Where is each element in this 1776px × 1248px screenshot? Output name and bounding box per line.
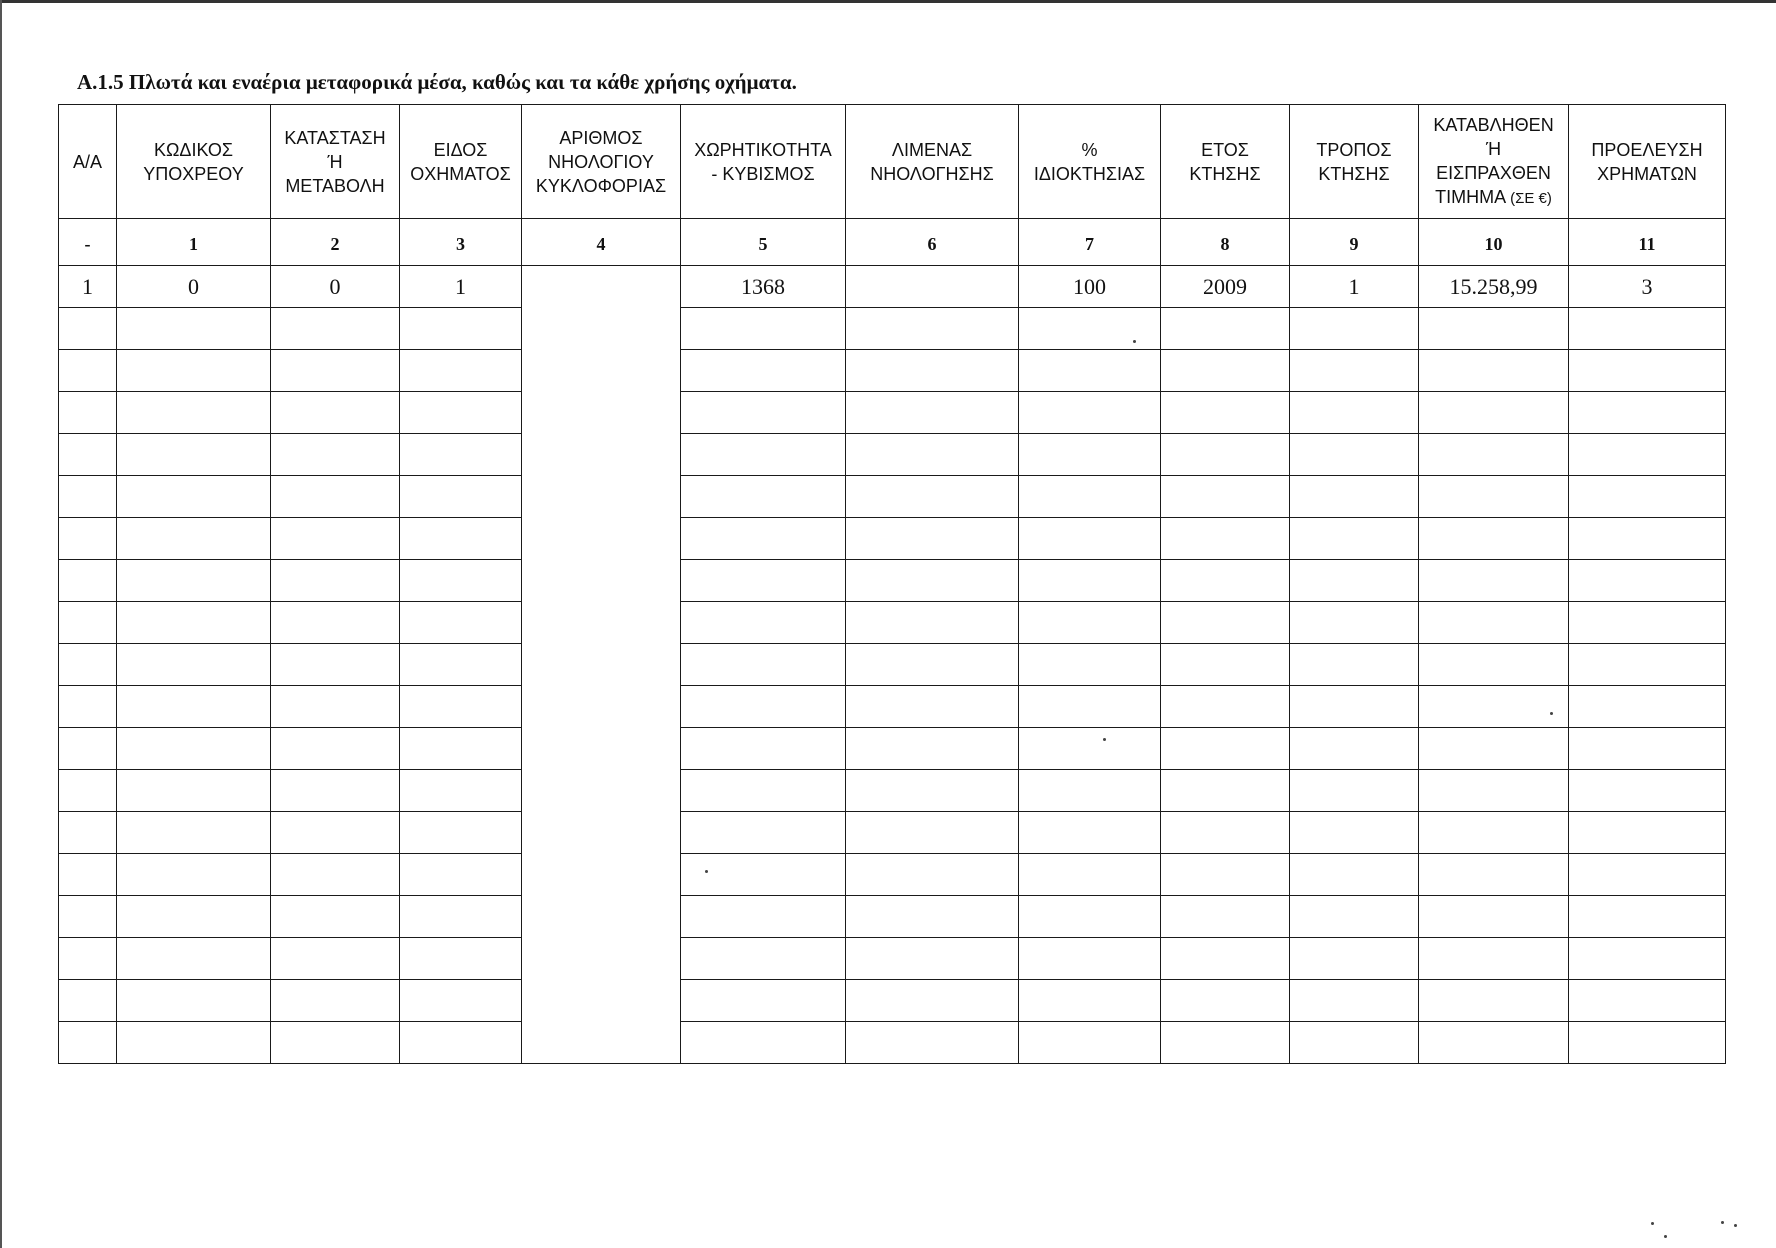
empty-cell — [400, 812, 522, 854]
empty-cell — [681, 308, 846, 350]
empty-cell — [117, 560, 271, 602]
page-title: Α.1.5 Πλωτά και εναέρια μεταφορικά μέσα, καθώς και τα κάθε χρήσης οχήματα. — [77, 70, 797, 94]
empty-row — [59, 938, 1726, 980]
empty-cell — [522, 644, 681, 686]
empty-cell — [1161, 728, 1290, 770]
empty-cell — [1419, 686, 1569, 728]
empty-cell — [400, 434, 522, 476]
empty-cell — [117, 854, 271, 896]
empty-cell — [1019, 896, 1161, 938]
empty-cell — [400, 350, 522, 392]
empty-cell — [1161, 518, 1290, 560]
empty-cell — [59, 728, 117, 770]
empty-cell — [1419, 896, 1569, 938]
empty-row — [59, 728, 1726, 770]
empty-cell — [1019, 518, 1161, 560]
empty-cell — [522, 980, 681, 1022]
header-registration-number: ΑΡΙΘΜΟΣ ΝΗΟΛΟΓΙΟΥ ΚΥΚΛΟΦΟΡΙΑΣ — [522, 105, 681, 219]
empty-row — [59, 770, 1726, 812]
empty-cell — [1161, 812, 1290, 854]
empty-cell — [681, 392, 846, 434]
empty-cell — [1161, 854, 1290, 896]
empty-cell — [400, 602, 522, 644]
empty-cell — [1161, 938, 1290, 980]
empty-cell — [1019, 476, 1161, 518]
column-number: 4 — [522, 219, 681, 266]
empty-row — [59, 644, 1726, 686]
empty-cell — [1419, 770, 1569, 812]
empty-cell — [1019, 434, 1161, 476]
empty-cell — [59, 686, 117, 728]
empty-cell — [522, 812, 681, 854]
empty-cell — [846, 518, 1019, 560]
header-aa: Α/Α — [59, 105, 117, 219]
empty-cell — [117, 476, 271, 518]
empty-cell — [1419, 350, 1569, 392]
empty-cell — [117, 434, 271, 476]
empty-cell — [1290, 350, 1419, 392]
empty-cell — [846, 854, 1019, 896]
header-acquisition-year: ΕΤΟΣ ΚΤΗΣΗΣ — [1161, 105, 1290, 219]
column-number: 9 — [1290, 219, 1419, 266]
empty-cell — [681, 812, 846, 854]
empty-cell — [681, 938, 846, 980]
empty-cell — [1161, 602, 1290, 644]
empty-cell — [846, 476, 1019, 518]
empty-cell — [59, 812, 117, 854]
scan-speck — [1651, 1222, 1654, 1225]
empty-cell — [1161, 350, 1290, 392]
empty-cell — [117, 770, 271, 812]
empty-cell — [1569, 644, 1726, 686]
empty-cell — [681, 770, 846, 812]
empty-cell — [1419, 812, 1569, 854]
header-capacity: ΧΩΡΗΤΙΚΟΤΗΤΑ - ΚΥΒΙΣΜΟΣ — [681, 105, 846, 219]
empty-cell — [1019, 392, 1161, 434]
header-port-of-registry: ΛΙΜΕΝΑΣ ΝΗΟΛΟΓΗΣΗΣ — [846, 105, 1019, 219]
empty-cell — [1569, 602, 1726, 644]
empty-cell — [400, 728, 522, 770]
header-price: ΚΑΤΑΒΛΗΘΕΝ Ή ΕΙΣΠΡΑΧΘΕΝ ΤΙΜΗΜΑ (ΣΕ €) — [1419, 105, 1569, 219]
empty-cell — [681, 1022, 846, 1064]
empty-cell — [59, 518, 117, 560]
empty-cell — [522, 476, 681, 518]
empty-cell — [400, 308, 522, 350]
empty-cell — [271, 308, 400, 350]
empty-cell — [400, 1022, 522, 1064]
empty-cell — [1290, 476, 1419, 518]
empty-cell — [846, 308, 1019, 350]
empty-cell — [400, 770, 522, 812]
empty-cell — [1419, 560, 1569, 602]
empty-cell — [1019, 602, 1161, 644]
empty-cell — [1019, 644, 1161, 686]
empty-cell — [1161, 1022, 1290, 1064]
empty-row — [59, 392, 1726, 434]
empty-cell — [59, 980, 117, 1022]
empty-cell — [1019, 350, 1161, 392]
empty-cell — [522, 434, 681, 476]
cell-vehicle-type: 1 — [400, 266, 522, 308]
empty-cell — [271, 434, 400, 476]
empty-cell — [271, 812, 400, 854]
column-number: 11 — [1569, 219, 1726, 266]
empty-cell — [846, 938, 1019, 980]
cell-obligor-code: 0 — [117, 266, 271, 308]
column-number: 5 — [681, 219, 846, 266]
vehicles-table — [58, 104, 1726, 1064]
empty-cell — [681, 350, 846, 392]
empty-cell — [522, 938, 681, 980]
cell-source-of-funds: 3 — [1569, 266, 1726, 308]
empty-cell — [271, 560, 400, 602]
empty-cell — [681, 602, 846, 644]
empty-cell — [59, 938, 117, 980]
scan-speck — [1103, 738, 1106, 741]
empty-cell — [271, 896, 400, 938]
empty-cell — [1290, 434, 1419, 476]
empty-cell — [1019, 938, 1161, 980]
empty-cell — [1419, 644, 1569, 686]
empty-cell — [59, 854, 117, 896]
empty-cell — [1161, 434, 1290, 476]
empty-cell — [1569, 350, 1726, 392]
empty-cell — [400, 518, 522, 560]
empty-cell — [59, 644, 117, 686]
empty-cell — [117, 980, 271, 1022]
empty-cell — [1161, 560, 1290, 602]
empty-cell — [59, 476, 117, 518]
empty-cell — [522, 350, 681, 392]
empty-cell — [117, 896, 271, 938]
empty-cell — [400, 938, 522, 980]
empty-cell — [1419, 308, 1569, 350]
empty-row — [59, 980, 1726, 1022]
empty-cell — [1019, 812, 1161, 854]
empty-row — [59, 854, 1726, 896]
empty-cell — [1569, 812, 1726, 854]
empty-cell — [117, 602, 271, 644]
empty-cell — [271, 392, 400, 434]
empty-cell — [1419, 392, 1569, 434]
empty-cell — [1419, 602, 1569, 644]
empty-cell — [1569, 728, 1726, 770]
column-number: 2 — [271, 219, 400, 266]
empty-cell — [1290, 770, 1419, 812]
empty-cell — [1019, 686, 1161, 728]
empty-cell — [1419, 854, 1569, 896]
column-number: 1 — [117, 219, 271, 266]
empty-cell — [1290, 980, 1419, 1022]
empty-cell — [522, 686, 681, 728]
empty-cell — [117, 938, 271, 980]
header-status-change: ΚΑΤΑΣΤΑΣΗ Ή ΜΕΤΑΒΟΛΗ — [271, 105, 400, 219]
empty-cell — [1419, 434, 1569, 476]
table-row — [59, 266, 1726, 308]
header-row — [59, 105, 1726, 219]
empty-cell — [681, 518, 846, 560]
empty-cell — [1290, 602, 1419, 644]
empty-row — [59, 518, 1726, 560]
scan-speck — [1550, 712, 1553, 715]
header-ownership-percent: % ΙΔΙΟΚΤΗΣΙΑΣ — [1019, 105, 1161, 219]
column-number: 7 — [1019, 219, 1161, 266]
empty-cell — [1419, 476, 1569, 518]
empty-cell — [1419, 980, 1569, 1022]
empty-cell — [1569, 308, 1726, 350]
empty-cell — [59, 350, 117, 392]
empty-cell — [117, 392, 271, 434]
empty-cell — [846, 686, 1019, 728]
empty-cell — [271, 518, 400, 560]
empty-cell — [1290, 686, 1419, 728]
cell-aa: 1 — [59, 266, 117, 308]
page-top-edge — [0, 0, 1776, 3]
column-number: 8 — [1161, 219, 1290, 266]
empty-cell — [1569, 560, 1726, 602]
empty-cell — [846, 350, 1019, 392]
empty-cell — [117, 644, 271, 686]
empty-row — [59, 560, 1726, 602]
empty-cell — [1290, 896, 1419, 938]
empty-cell — [681, 980, 846, 1022]
empty-cell — [1019, 980, 1161, 1022]
empty-cell — [59, 560, 117, 602]
empty-cell — [522, 518, 681, 560]
empty-cell — [271, 602, 400, 644]
scan-speck — [1133, 340, 1136, 343]
empty-cell — [1569, 686, 1726, 728]
empty-cell — [1569, 1022, 1726, 1064]
empty-cell — [271, 350, 400, 392]
empty-cell — [1290, 392, 1419, 434]
empty-cell — [400, 896, 522, 938]
empty-cell — [59, 392, 117, 434]
empty-cell — [846, 560, 1019, 602]
empty-cell — [1419, 518, 1569, 560]
scan-speck — [705, 870, 708, 873]
empty-cell — [117, 686, 271, 728]
empty-cell — [1290, 308, 1419, 350]
column-number: 3 — [400, 219, 522, 266]
empty-cell — [846, 1022, 1019, 1064]
empty-cell — [1419, 938, 1569, 980]
column-number-row — [59, 219, 1726, 266]
scan-speck — [1734, 1224, 1737, 1227]
empty-cell — [400, 392, 522, 434]
empty-cell — [1161, 686, 1290, 728]
empty-row — [59, 602, 1726, 644]
empty-cell — [59, 602, 117, 644]
empty-row — [59, 1022, 1726, 1064]
empty-cell — [1290, 560, 1419, 602]
empty-cell — [1419, 728, 1569, 770]
empty-row — [59, 434, 1726, 476]
empty-cell — [681, 896, 846, 938]
cell-registration-number — [522, 266, 681, 308]
empty-cell — [1569, 854, 1726, 896]
empty-cell — [400, 560, 522, 602]
empty-row — [59, 896, 1726, 938]
empty-cell — [1161, 476, 1290, 518]
empty-cell — [522, 560, 681, 602]
empty-cell — [117, 308, 271, 350]
empty-cell — [681, 686, 846, 728]
empty-cell — [681, 560, 846, 602]
empty-cell — [59, 434, 117, 476]
empty-cell — [1019, 770, 1161, 812]
empty-cell — [846, 602, 1019, 644]
empty-cell — [1161, 770, 1290, 812]
empty-cell — [846, 728, 1019, 770]
cell-price: 15.258,99 — [1419, 266, 1569, 308]
empty-cell — [271, 1022, 400, 1064]
empty-cell — [400, 476, 522, 518]
empty-cell — [681, 476, 846, 518]
empty-cell — [1290, 1022, 1419, 1064]
empty-cell — [117, 1022, 271, 1064]
header-obligor-code: ΚΩΔΙΚΟΣ ΥΠΟΧΡΕΟΥ — [117, 105, 271, 219]
empty-cell — [1161, 392, 1290, 434]
empty-cell — [117, 518, 271, 560]
empty-cell — [846, 896, 1019, 938]
empty-cell — [271, 938, 400, 980]
empty-row — [59, 686, 1726, 728]
empty-cell — [59, 1022, 117, 1064]
cell-status-change: 0 — [271, 266, 400, 308]
empty-cell — [1290, 518, 1419, 560]
empty-cell — [846, 770, 1019, 812]
scan-speck — [1664, 1235, 1667, 1238]
empty-cell — [522, 392, 681, 434]
empty-cell — [522, 1022, 681, 1064]
empty-cell — [271, 854, 400, 896]
empty-cell — [1569, 896, 1726, 938]
empty-cell — [846, 392, 1019, 434]
empty-cell — [400, 854, 522, 896]
empty-cell — [1569, 518, 1726, 560]
empty-cell — [117, 728, 271, 770]
column-number: - — [59, 219, 117, 266]
empty-cell — [1569, 392, 1726, 434]
cell-capacity: 1368 — [681, 266, 846, 308]
empty-cell — [1569, 980, 1726, 1022]
empty-cell — [271, 686, 400, 728]
empty-cell — [522, 602, 681, 644]
empty-cell — [522, 770, 681, 812]
empty-cell — [1419, 1022, 1569, 1064]
empty-cell — [59, 770, 117, 812]
empty-row — [59, 476, 1726, 518]
column-number: 10 — [1419, 219, 1569, 266]
empty-cell — [522, 308, 681, 350]
header-acquisition-method: ΤΡΟΠΟΣ ΚΤΗΣΗΣ — [1290, 105, 1419, 219]
empty-cell — [1290, 938, 1419, 980]
scan-speck — [1721, 1221, 1724, 1224]
empty-cell — [271, 770, 400, 812]
empty-cell — [846, 812, 1019, 854]
empty-cell — [1569, 938, 1726, 980]
empty-cell — [1290, 644, 1419, 686]
empty-cell — [117, 350, 271, 392]
column-number: 6 — [846, 219, 1019, 266]
empty-cell — [271, 728, 400, 770]
empty-cell — [271, 476, 400, 518]
empty-cell — [522, 728, 681, 770]
header-source-of-funds: ΠΡΟΕΛΕΥΣΗ ΧΡΗΜΑΤΩΝ — [1569, 105, 1726, 219]
empty-cell — [1569, 434, 1726, 476]
empty-cell — [846, 980, 1019, 1022]
empty-cell — [400, 686, 522, 728]
empty-cell — [59, 896, 117, 938]
empty-cell — [1569, 770, 1726, 812]
empty-cell — [400, 980, 522, 1022]
cell-ownership-percent: 100 — [1019, 266, 1161, 308]
empty-cell — [1019, 308, 1161, 350]
empty-cell — [1161, 644, 1290, 686]
empty-cell — [681, 434, 846, 476]
empty-cell — [1019, 560, 1161, 602]
empty-cell — [681, 728, 846, 770]
empty-cell — [1569, 476, 1726, 518]
empty-cell — [681, 644, 846, 686]
empty-cell — [1290, 728, 1419, 770]
empty-cell — [1290, 854, 1419, 896]
empty-cell — [1019, 728, 1161, 770]
empty-cell — [271, 644, 400, 686]
empty-cell — [1161, 896, 1290, 938]
empty-row — [59, 308, 1726, 350]
empty-cell — [522, 896, 681, 938]
cell-port-of-registry — [846, 266, 1019, 308]
empty-cell — [846, 644, 1019, 686]
empty-row — [59, 350, 1726, 392]
empty-cell — [59, 308, 117, 350]
empty-cell — [846, 434, 1019, 476]
empty-cell — [522, 854, 681, 896]
header-vehicle-type: ΕΙΔΟΣ ΟΧΗΜΑΤΟΣ — [400, 105, 522, 219]
empty-cell — [1019, 854, 1161, 896]
cell-acquisition-year: 2009 — [1161, 266, 1290, 308]
empty-cell — [1161, 980, 1290, 1022]
empty-cell — [400, 644, 522, 686]
empty-cell — [681, 854, 846, 896]
page-left-edge — [0, 0, 2, 1248]
empty-cell — [271, 980, 400, 1022]
empty-cell — [1290, 812, 1419, 854]
empty-row — [59, 812, 1726, 854]
empty-cell — [1161, 308, 1290, 350]
cell-acquisition-method: 1 — [1290, 266, 1419, 308]
empty-cell — [1019, 1022, 1161, 1064]
empty-cell — [117, 812, 271, 854]
